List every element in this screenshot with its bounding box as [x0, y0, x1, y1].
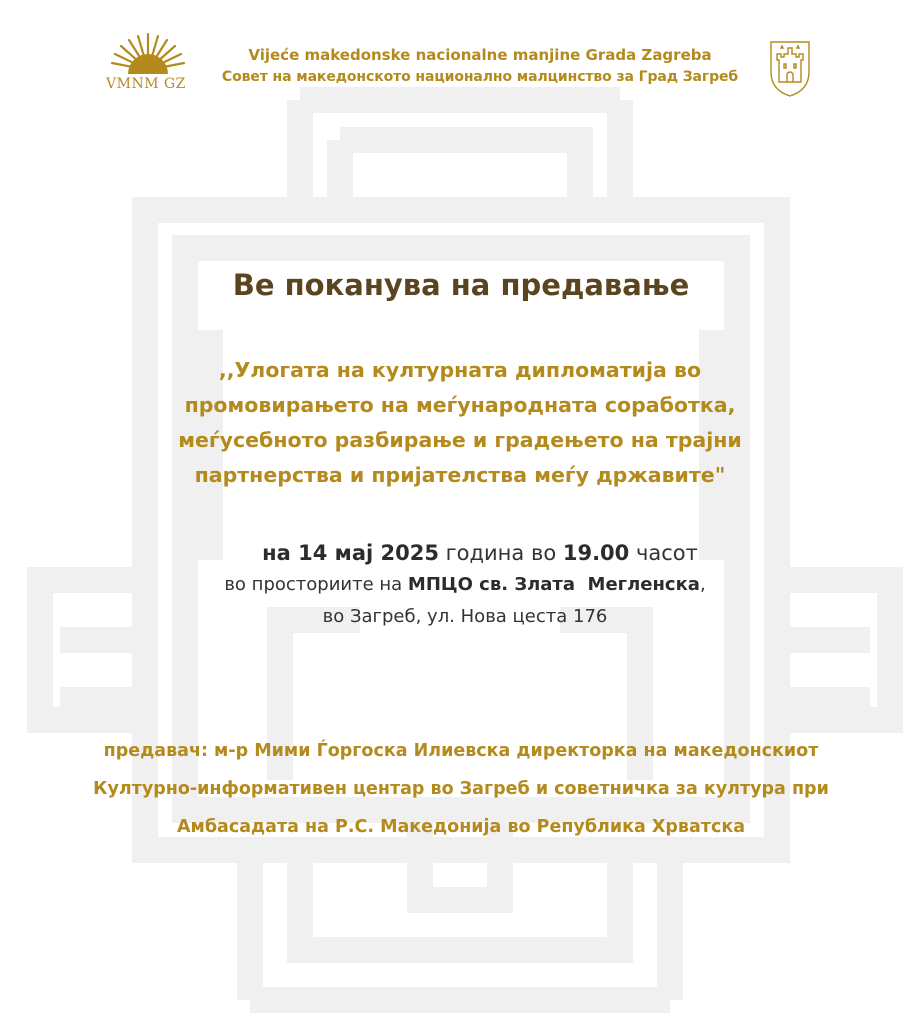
time-suffix: часот — [629, 541, 698, 565]
org-name-cyrillic: Совет на македонското национално малцинство за Град Загреб — [221, 69, 739, 85]
lecture-title-line: промовирањето на меѓународната соработка, — [184, 393, 736, 417]
lecture-title-line: партнерства и пријателства меѓу државите" — [194, 463, 726, 487]
event-time: 19.00 — [562, 541, 630, 565]
event-date: 14 мај 2025 — [298, 541, 439, 565]
invitation-heading: Ве поканува на предавање — [232, 268, 690, 302]
lecture-title-line: меѓусебното разбирање и градењето на трајни — [178, 428, 742, 452]
venue-prefix: во просториите на — [224, 574, 408, 595]
event-details — [130, 537, 800, 633]
zagreb-coat-of-arms — [768, 38, 812, 98]
sun-logo-icon — [104, 30, 192, 78]
org-name-latin: Vijeće makedonske nacionalne manjine Grada Zagreba — [248, 46, 712, 64]
lecturer-line: Културно-информативен центар во Загреб и советничка за култура при — [93, 779, 829, 799]
event-date-time — [130, 537, 800, 569]
organization-names — [200, 44, 760, 88]
logo-text: VMNM GZ — [106, 76, 186, 92]
venue-name: МПЦО св. Злата Мегленска — [407, 574, 700, 595]
lecture-title-line: ,,Улогата на културната дипломатија во — [218, 358, 702, 382]
lecturer-info — [40, 732, 882, 846]
lecturer-line: предавач: м-р Мими Ѓоргоска Илиевска директорка на македонскиот — [103, 741, 819, 761]
date-middle: година во — [438, 541, 563, 565]
lecture-title — [110, 353, 810, 493]
date-prefix: на — [262, 541, 299, 565]
lecturer-line: Амбасадата на Р.С. Македонија во Република Хрватска — [176, 817, 746, 837]
vmnm-logo — [104, 30, 192, 100]
venue-suffix: , — [699, 574, 706, 595]
event-address: во Загреб, ул. Нова цеста 176 — [322, 606, 608, 627]
coat-of-arms-icon — [768, 38, 812, 98]
event-venue — [130, 569, 800, 601]
